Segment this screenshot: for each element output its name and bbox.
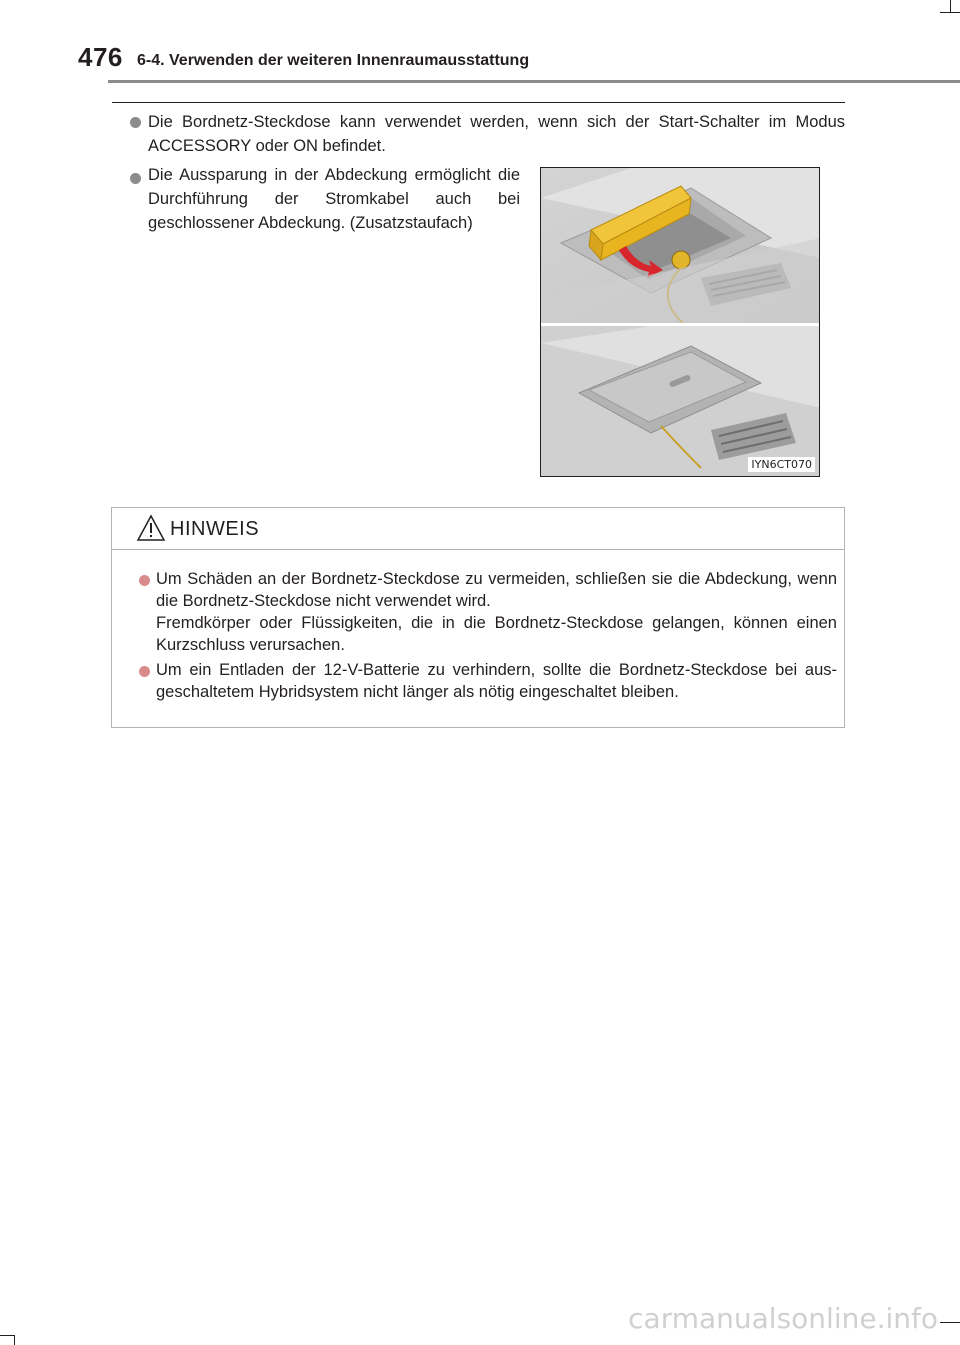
paragraph-cable-recess: Die Aussparung in der Abdeckung ermöglicht die Durchführung der Stromkabel auch bei geschlossener Abdeckung. (Zusatzstaufach) [148,166,520,232]
warning-bullet-icon [139,575,150,586]
warning-bullet-icon [139,666,150,677]
notice-box [111,507,845,728]
notice-item-battery: Um ein Entladen der 12-V-Batterie zu verhindern, sollte die Bordnetz-Steckdose bei aus-geschaltetem Hybridsystem nicht länger als nötig eingeschaltet bleiben. [156,661,837,701]
bullet-icon [130,117,141,128]
page-number: 476 [78,42,123,72]
crop-mark [14,1335,15,1345]
crop-mark [0,1335,14,1336]
notice-item-close-cover: Um Schäden an der Bordnetz-Steckdose zu vermeiden, schließen sie die Abdeckung, wenn die Bordnetz-Steckdose nicht verwendet wird. [156,570,837,610]
content-top-rule [112,102,845,103]
bullet-icon [130,173,141,184]
warning-triangle-icon [136,514,166,542]
crop-mark [950,0,951,12]
notice-item-short-circuit: Fremdkörper oder Flüssigkeiten, die in die Bordnetz-Steckdose gelangen, können einen Kurzschluss verursachen. [156,614,837,654]
watermark: carmanualsonline.info [628,1302,938,1335]
notice-divider [112,549,844,550]
paragraph-accessory-mode: Die Bordnetz-Steckdose kann verwendet werden, wenn sich der Start-Schalter im Modus ACCESSORY oder ON befindet. [148,113,845,155]
crop-mark [940,12,960,13]
crop-mark [940,1322,960,1323]
notice-title: HINWEIS [170,518,260,540]
console-illustration [540,167,820,477]
section-title: 6-4. Verwenden der weiteren Innenraumausstattung [137,52,530,69]
console-drawing [541,168,820,477]
header-rule [108,80,960,83]
figure-code: IYN6CT070 [748,457,815,472]
